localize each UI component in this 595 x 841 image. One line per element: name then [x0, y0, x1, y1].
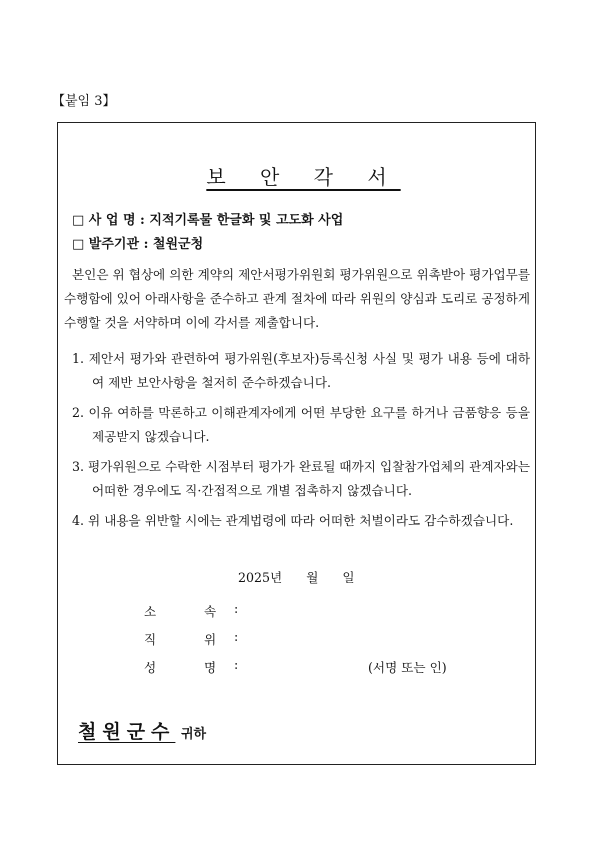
- pledge-item: 2. 이유 여하를 막론하고 이해관계자에게 어떤 부당한 요구를 하거나 금품향응 등을 제공받지 않겠습니다.: [72, 405, 530, 444]
- addressee-suffix: 귀하: [181, 727, 207, 742]
- affiliation-label-2: 속: [204, 604, 217, 619]
- pledge-item: 1. 제안서 평가와 관련하여 평가위원(후보자)등록신청 사실 및 평가 내용 등에 대하여 제반 보안사항을 철저히 준수하겠습니다.: [72, 351, 530, 390]
- pledge-item: 4. 위 내용을 위반할 시에는 관계법령에 따라 어떠한 처벌이라도 감수하겠습니다.: [72, 513, 514, 528]
- signature-affiliation: [144, 601, 238, 620]
- name-colon: :: [234, 657, 239, 672]
- sign-or-seal-hint: (서명 또는 인): [368, 660, 447, 675]
- position-label-1: 직: [144, 632, 157, 647]
- client-agency-line: □ 발주기관 : 철원군청: [72, 237, 204, 252]
- addressee-name: 철원군수: [78, 721, 176, 743]
- pledge-item: 3. 평가위원으로 수락한 시점부터 평가가 완료될 때까지 입찰참가업체의 관계자와는 어떠한 경우에도 직·간접적으로 개별 접촉하지 않겠습니다.: [72, 459, 530, 498]
- document-frame: [57, 122, 536, 765]
- document-title: 보 안 각 서: [206, 165, 401, 189]
- position-label-2: 위: [204, 632, 217, 647]
- name-label-1: 성: [144, 660, 157, 675]
- signature-name: [144, 657, 238, 676]
- pledge-intro-text: 본인은 위 협상에 의한 계약의 제안서평가위원회 평가위원으로 위촉받아 평가업무를 수행함에 있어 아래사항을 준수하고 관계 절차에 따라 위원의 양심과 도리로 공정하게 수행할 것을 서약하며 이에 각서를 제출합니다.: [64, 267, 530, 330]
- addressee: [78, 717, 206, 744]
- position-colon: :: [234, 629, 239, 644]
- affiliation-colon: :: [234, 601, 239, 616]
- signature-position: [144, 629, 238, 648]
- pledge-intro: [64, 263, 530, 335]
- project-name-line: □ 사 업 명 : 지적기록물 한글화 및 고도화 사업: [72, 213, 344, 228]
- date-line: 2025년 월 일: [238, 570, 355, 585]
- pledge-items: [64, 347, 530, 539]
- affiliation-label-1: 소: [144, 604, 157, 619]
- name-label-2: 명: [204, 660, 217, 675]
- annex-label: 【붙임 3】: [52, 94, 116, 109]
